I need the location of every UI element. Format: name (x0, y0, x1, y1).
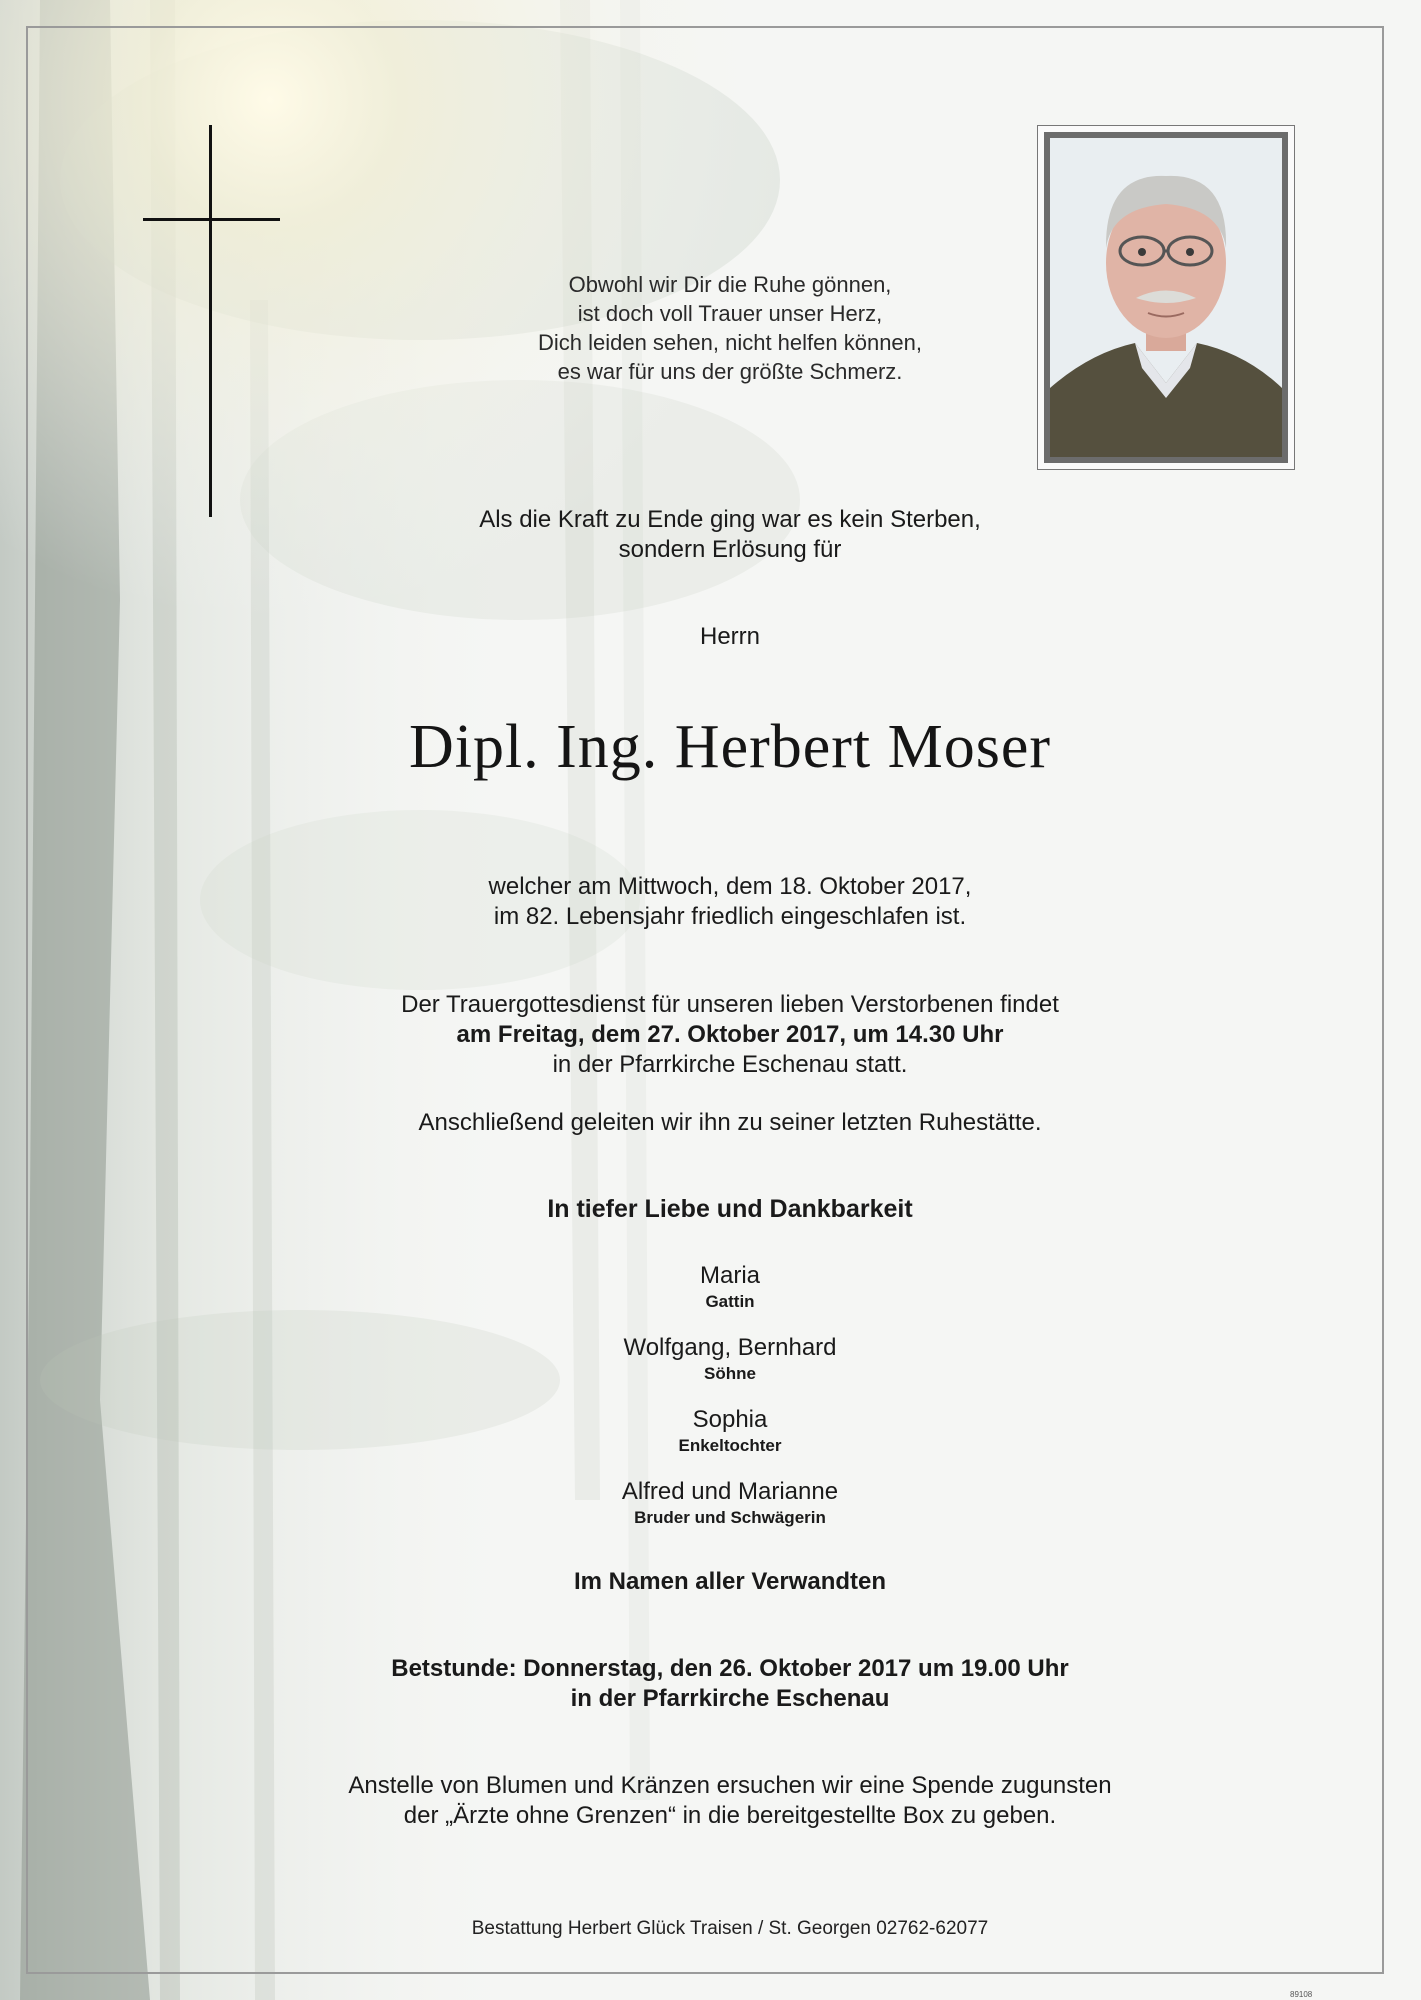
template-code: 89108 (1290, 1990, 1313, 1999)
poem-line: ist doch voll Trauer unser Herz, (577, 301, 883, 326)
death-line: welcher am Mittwoch, dem 18. Oktober 2017, (488, 873, 972, 900)
relative-name: Maria (699, 1262, 760, 1289)
lead-line: Als die Kraft zu Ende ging war es kein Sterben, (479, 506, 981, 533)
poem (0, 270, 1421, 386)
relative-name: Wolfgang, Bernhard (623, 1334, 837, 1361)
lead-text (0, 505, 1421, 565)
closing-heading: In tiefer Liebe und Dankbarkeit (547, 1195, 913, 1223)
signature-line: Im Namen aller Verwandten (573, 1568, 887, 1595)
prayer-hour (0, 1654, 1421, 1714)
death-notice (0, 872, 1421, 932)
poem-line: Dich leiden sehen, nicht helfen können, (537, 330, 923, 355)
relative-role: Bruder und Schwägerin (634, 1508, 826, 1527)
relative-name: Alfred und Marianne (621, 1478, 839, 1505)
donation-line: Anstelle von Blumen und Kränzen ersuchen wir eine Spende zugunsten (348, 1772, 1112, 1799)
relative-role: Söhne (704, 1364, 756, 1383)
lead-line: sondern Erlösung für (618, 536, 842, 563)
relative-role: Gattin (705, 1292, 755, 1311)
service-info (0, 990, 1421, 1080)
poem-line: Obwohl wir Dir die Ruhe gönnen, (568, 272, 892, 297)
service-line: Der Trauergottesdienst für unseren lieben Verstorbenen findet (401, 991, 1059, 1018)
relative-entry (0, 1262, 1421, 1312)
relative-name: Sophia (692, 1406, 768, 1433)
poem-line: es war für uns der größte Schmerz. (557, 359, 903, 384)
service-location: in der Pfarrkirche Eschenau statt. (552, 1051, 908, 1078)
funeral-home-footer: Bestattung Herbert Glück Traisen / St. Georgen 02762-62077 (471, 1918, 989, 1939)
relative-entry (0, 1478, 1421, 1528)
relative-entry (0, 1334, 1421, 1384)
death-line: im 82. Lebensjahr friedlich eingeschlafen ist. (493, 903, 967, 930)
salutation: Herrn (699, 623, 760, 650)
prayer-line: Betstunde: Donnerstag, den 26. Oktober 2017 um 19.00 Uhr (391, 1655, 1069, 1682)
cross-bar (143, 218, 280, 221)
donation-note (0, 1771, 1421, 1831)
relative-entry (0, 1406, 1421, 1456)
prayer-line: in der Pfarrkirche Eschenau (570, 1685, 890, 1712)
donation-line: der „Ärzte ohne Grenzen“ in die bereitgestellte Box zu geben. (403, 1802, 1057, 1829)
relative-role: Enkeltochter (678, 1436, 782, 1455)
burial-note: Anschließend geleiten wir ihn zu seiner letzten Ruhestätte. (418, 1109, 1042, 1136)
service-date: am Freitag, dem 27. Oktober 2017, um 14.30 Uhr (456, 1021, 1004, 1048)
deceased-name: Dipl. Ing. Herbert Moser (408, 713, 1052, 781)
